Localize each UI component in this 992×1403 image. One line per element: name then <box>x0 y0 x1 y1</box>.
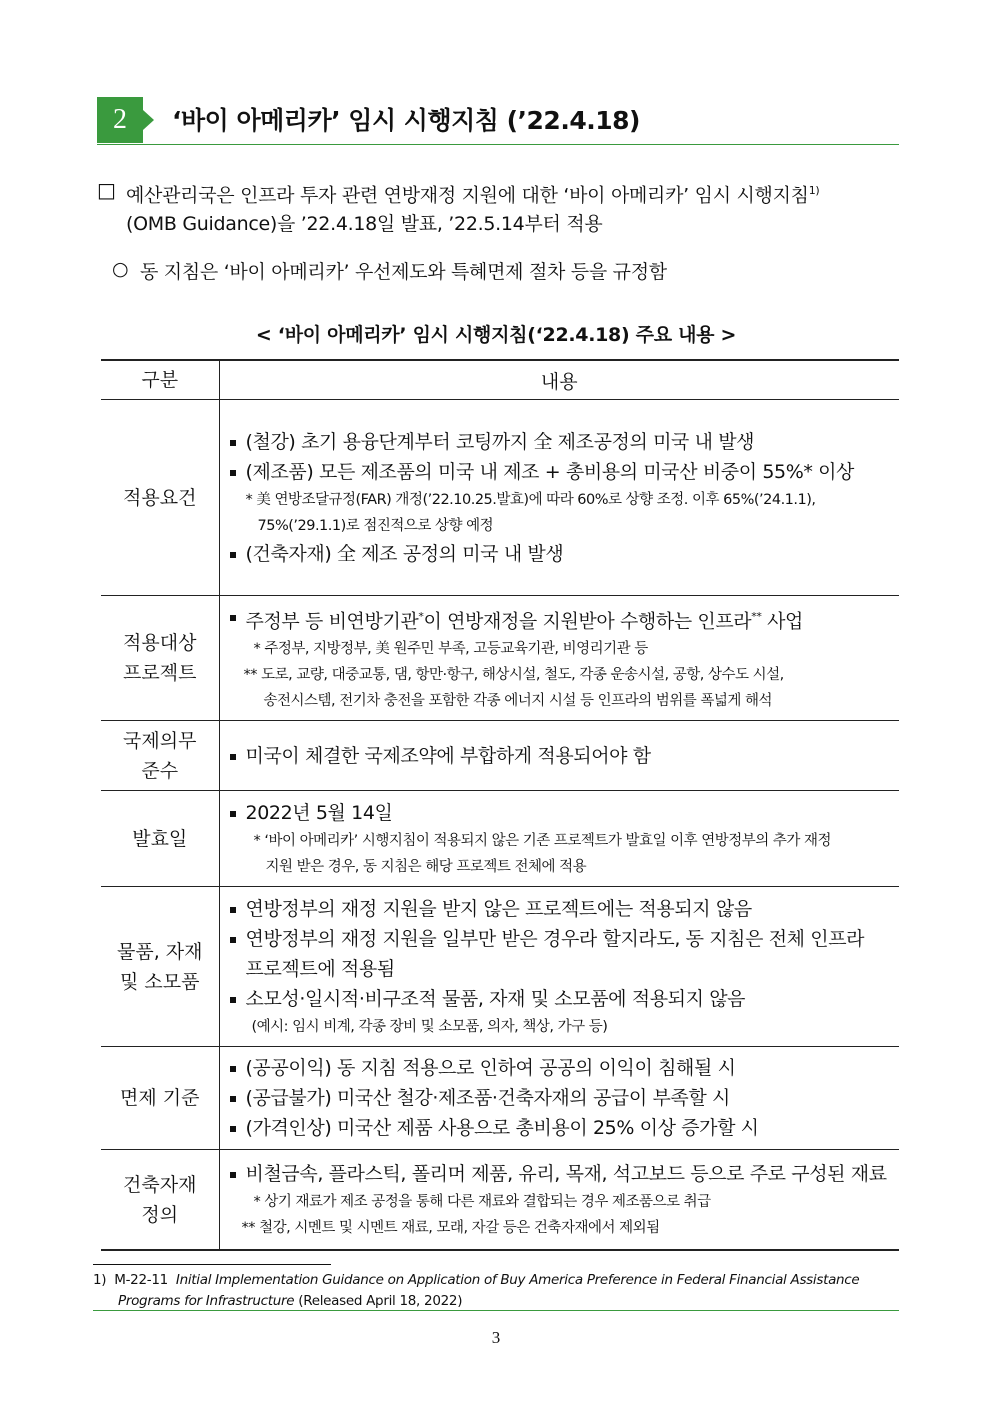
section-arrow-icon <box>143 110 154 130</box>
table-header-row <box>101 360 899 400</box>
footnote-separator <box>93 1264 331 1265</box>
table-row <box>101 791 899 887</box>
note: ** 철강, 시멘트 및 시멘트 재료, 모래, 자갈 등은 건축자재에서 제외됨 <box>241 1219 660 1236</box>
bullet-item: 비철금속, 플라스틱, 폴리머 제품, 유리, 목재, 석고보드 등으로 주로 구성된 재료 <box>228 1159 896 1189</box>
bullet-item: 주정부 등 비연방기관*이 연방재정을 지원받아 수행하는 인프라** 사업 <box>228 602 896 636</box>
table-row <box>101 1150 899 1250</box>
row-category: 국제의무 준수 <box>101 721 219 791</box>
footnote-ref[interactable]: 1) <box>808 184 820 197</box>
table-row <box>101 887 899 1047</box>
row-content <box>219 791 899 887</box>
bullet-item: 연방정부의 재정 지원을 받지 않은 프로젝트에는 적용되지 않음 <box>228 894 896 924</box>
checkbox-bullet-icon: □ <box>97 178 116 202</box>
section-number-badge: 2 <box>97 97 143 143</box>
table-row <box>101 1047 899 1150</box>
row-content <box>219 596 899 721</box>
page-number: 3 <box>491 1328 501 1347</box>
row-content <box>219 721 899 791</box>
note-cont: 송전시스템, 전기차 충전을 포함한 각종 에너지 시설 등 인프라의 범위를 폭넓게 해석 <box>263 693 773 710</box>
row-content <box>219 400 899 596</box>
section-title: ‘바이 아메리카’ 임시 시행지침 (’22.4.18) <box>172 106 640 135</box>
note: * ‘바이 아메리카’ 시행지침이 적용되지 않은 기존 프로젝트가 발효일 이후 연방정부의 추가 재정 <box>253 832 832 849</box>
table-caption: < ‘바이 아메리카’ 임시 시행지침(‘22.4.18) 주요 내용 > <box>255 324 737 346</box>
bullet-item: 미국이 체결한 국제조약에 부합하게 적용되어야 함 <box>228 741 896 771</box>
bullet-item: (가격인상) 미국산 제품 사용으로 총비용이 25% 이상 증가할 시 <box>228 1113 896 1143</box>
row-category: 건축자재 정의 <box>101 1150 219 1250</box>
bullet-item: (공급불가) 미국산 철강·제조품·건축자재의 공급이 부족할 시 <box>228 1083 896 1113</box>
bullet-item: 소모성·일시적·비구조적 물품, 자재 및 소모품에 적용되지 않음 <box>228 984 896 1014</box>
footnote-line-1: 1) M-22-11 Initial Implementation Guidance on Application of Buy America Preference in Federal Financial Assistance <box>93 1272 860 1288</box>
row-category: 발효일 <box>101 791 219 887</box>
table-row <box>101 400 899 596</box>
intro-line-2: (OMB Guidance)을 ’22.4.18일 발표, ’22.5.14부터 적용 <box>126 213 603 235</box>
table-row <box>101 721 899 791</box>
intro-line-1: 예산관리국은 인프라 투자 관련 연방재정 지원에 대한 ‘바이 아메리카’ 임시 시행지침$^{1)}$ <box>126 184 820 207</box>
note: ** 도로, 교량, 대중교통, 댐, 항만·항구, 해상시설, 철도, 각종 운송시설, 공항, 상수도 시설, <box>243 667 784 684</box>
row-category: 물품, 자재 및 소모품 <box>101 887 219 1047</box>
bullet-item-cont: 프로젝트에 적용됨 <box>228 954 896 984</box>
footnote-bottom-rule <box>93 1310 899 1311</box>
note: * 美 연방조달규정(FAR) 개정(’22.10.25.발효)에 따라 60%로 상향 조정. 이후 65%(’24.1.1), <box>245 491 816 508</box>
note: (예시: 임시 비계, 각종 장비 및 소모품, 의자, 책상, 가구 등) <box>251 1018 608 1035</box>
header-content: 내용 <box>219 360 899 400</box>
section-divider <box>97 144 899 145</box>
intro-sub-point: 동 지침은 ‘바이 아메리카’ 우선제도와 특혜면제 절차 등을 규정함 <box>140 261 667 283</box>
row-category: 적용대상 프로젝트 <box>101 596 219 721</box>
note-cont: 지원 받은 경우, 동 지침은 해당 프로젝트 전체에 적용 <box>265 858 587 875</box>
row-category: 면제 기준 <box>101 1047 219 1150</box>
bullet-item: (공공이익) 동 지침 적용으로 인하여 공공의 이익이 침해될 시 <box>228 1053 896 1083</box>
circle-bullet-icon: ○ <box>112 258 129 280</box>
bullet-item: 2022년 5월 14일 <box>228 798 896 828</box>
footnote-line-2: Programs for Infrastructure (Released April 18, 2022) <box>118 1293 463 1309</box>
bullet-item: (철강) 초기 용융단계부터 코팅까지 全 제조공정의 미국 내 발생 <box>228 427 896 457</box>
bullet-item: (건축자재) 全 제조 공정의 미국 내 발생 <box>228 539 896 569</box>
guidance-summary-table <box>101 359 899 1251</box>
row-category: 적용요건 <box>101 400 219 596</box>
table-row <box>101 596 899 721</box>
row-content <box>219 1047 899 1150</box>
header-category: 구분 <box>101 360 219 400</box>
note: * 상기 재료가 제조 공정을 통해 다른 재료와 결합되는 경우 제조품으로 취급 <box>253 1193 711 1210</box>
note-cont: 75%(’29.1.1)로 점진적으로 상향 예정 <box>257 517 494 534</box>
bullet-item: (제조품) 모든 제조품의 미국 내 제조 + 총비용의 미국산 비중이 55%* 이상 <box>228 457 896 487</box>
bullet-item: 연방정부의 재정 지원을 일부만 받은 경우라 할지라도, 동 지침은 전체 인프라 <box>228 924 896 954</box>
row-content <box>219 887 899 1047</box>
note: * 주정부, 지방정부, 美 원주민 부족, 고등교육기관, 비영리기관 등 <box>253 641 648 658</box>
row-content <box>219 1150 899 1250</box>
